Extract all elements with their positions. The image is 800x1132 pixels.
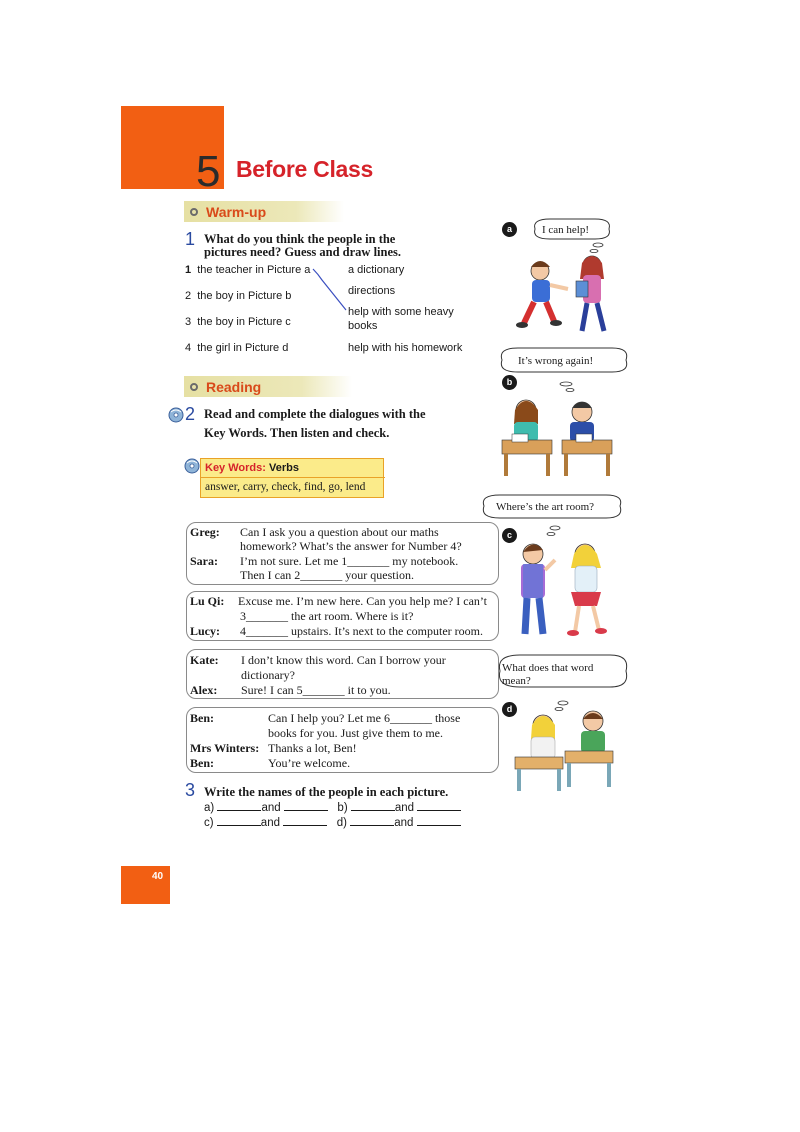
- dialogue-line: Can I ask you a question about our maths: [240, 525, 439, 539]
- dialogue-line: Can I help you? Let me 6_______ those: [268, 711, 461, 725]
- svg-text:mean?: mean?: [502, 675, 531, 687]
- page-number: 40: [152, 871, 164, 882]
- dialogue-line: I don’t know this word. Can I borrow your: [241, 653, 446, 667]
- match-right-2: directions: [348, 285, 396, 297]
- picture-a-illustration: [510, 215, 620, 339]
- answer-blank[interactable]: [283, 816, 327, 826]
- exercise-1-instruction-line1: What do you think the people in the: [204, 232, 396, 246]
- picture-c-label: c: [502, 528, 517, 543]
- answer-blank[interactable]: [417, 816, 461, 826]
- exercise-1-instruction-line2: pictures need? Guess and draw lines.: [204, 245, 402, 259]
- dialogue-line: books for you. Just give them to me.: [268, 726, 443, 740]
- picture-d-bubble: [492, 651, 632, 693]
- match-right-4: help with his homework: [348, 342, 463, 354]
- svg-text:It’s wrong again!: It’s wrong again!: [518, 355, 594, 367]
- unit-title: Before Class: [236, 156, 374, 182]
- exercise-3-number: 3: [185, 780, 196, 800]
- key-words-box: [200, 458, 384, 498]
- dialogue-speaker: Mrs Winters:: [190, 741, 260, 755]
- audio-cd-icon[interactable]: [184, 458, 200, 474]
- key-words-title: Key Words: Verbs: [205, 462, 299, 474]
- exercise-2-instruction-line2: Key Words. Then listen and check.: [204, 426, 390, 440]
- section-bullet-icon: [190, 383, 198, 391]
- dialogue-line: Then I can 2_______ your question.: [240, 568, 414, 582]
- dialogue-line: Excuse me. I’m new here. Can you help me? I can’t: [238, 594, 488, 608]
- picture-d-illustration: [505, 695, 617, 795]
- example-match-line: [310, 266, 350, 314]
- dialogue-line: homework? What’s the answer for Number 4?: [240, 539, 462, 553]
- reading-label: Reading: [206, 378, 262, 395]
- dialogue-line: Sure! I can 5_______ it to you.: [241, 683, 391, 697]
- picture-a-bubble-text: I can help!: [542, 224, 590, 236]
- audio-cd-icon[interactable]: [168, 407, 184, 423]
- dialogue-speaker: Greg:: [190, 525, 220, 539]
- match-left-4: 4 the girl in Picture d: [185, 342, 289, 354]
- picture-b-illustration: [498, 380, 618, 480]
- dialogue-line: 3_______ the art room. Where is it?: [240, 609, 414, 623]
- dialogue-line: dictionary?: [241, 668, 295, 682]
- write-row-2: c) and d) and: [204, 816, 461, 829]
- dialogue-speaker: Sara:: [190, 554, 218, 568]
- dialogue-speaker: Lu Qi:: [190, 594, 225, 608]
- answer-blank[interactable]: [217, 801, 261, 811]
- unit-number: 5: [196, 147, 221, 196]
- exercise-3-instruction: Write the names of the people in each picture.: [204, 785, 449, 799]
- answer-blank[interactable]: [217, 816, 261, 826]
- exercise-2-number: 2: [185, 404, 196, 424]
- exercise-2-instruction-line1: Read and complete the dialogues with the: [204, 407, 426, 421]
- key-words-divider: [201, 477, 385, 478]
- section-bullet-icon: [190, 208, 198, 216]
- answer-blank[interactable]: [351, 801, 395, 811]
- exercise-1-number: 1: [185, 229, 196, 249]
- picture-d-label: d: [502, 702, 517, 717]
- match-right-1: a dictionary: [348, 264, 405, 276]
- answer-blank[interactable]: [350, 816, 394, 826]
- dialogue-line: I’m not sure. Let me 1_______ my notebook.: [240, 554, 459, 568]
- dialogue-speaker: Kate:: [190, 653, 219, 667]
- write-row-1: a) and b) and: [204, 801, 461, 814]
- dialogue-speaker: Lucy:: [190, 624, 220, 638]
- warmup-section-bar: [184, 201, 344, 222]
- match-right-3-line1: help with some heavy: [348, 306, 454, 318]
- answer-blank[interactable]: [417, 801, 461, 811]
- picture-a-label: a: [502, 222, 517, 237]
- dialogue-line: Thanks a lot, Ben!: [268, 741, 357, 755]
- picture-b-bubble: [494, 344, 634, 380]
- key-words-list: answer, carry, check, find, go, lend: [205, 481, 366, 493]
- picture-b-label: b: [502, 375, 517, 390]
- dialogue-line: 4_______ upstairs. It’s next to the computer room.: [240, 624, 483, 638]
- dialogue-line: You’re welcome.: [268, 756, 351, 770]
- dialogue-speaker: Ben:: [190, 756, 214, 770]
- match-left-2: 2 the boy in Picture b: [185, 290, 292, 302]
- match-left-1: 1 the teacher in Picture a: [185, 264, 311, 276]
- dialogue-speaker: Ben:: [190, 711, 214, 725]
- warmup-label: Warm-up: [206, 203, 267, 220]
- picture-c-illustration: [505, 520, 620, 640]
- svg-text:Where’s the art room?: Where’s the art room?: [496, 501, 595, 513]
- answer-blank[interactable]: [284, 801, 328, 811]
- dialogue-speaker: Alex:: [190, 683, 218, 697]
- match-left-3: 3 the boy in Picture c: [185, 316, 291, 328]
- picture-c-bubble: [476, 492, 628, 522]
- reading-section-bar: [184, 376, 352, 397]
- match-right-3-line2: books: [348, 320, 378, 332]
- svg-text:What does that word: What does that word: [502, 662, 594, 674]
